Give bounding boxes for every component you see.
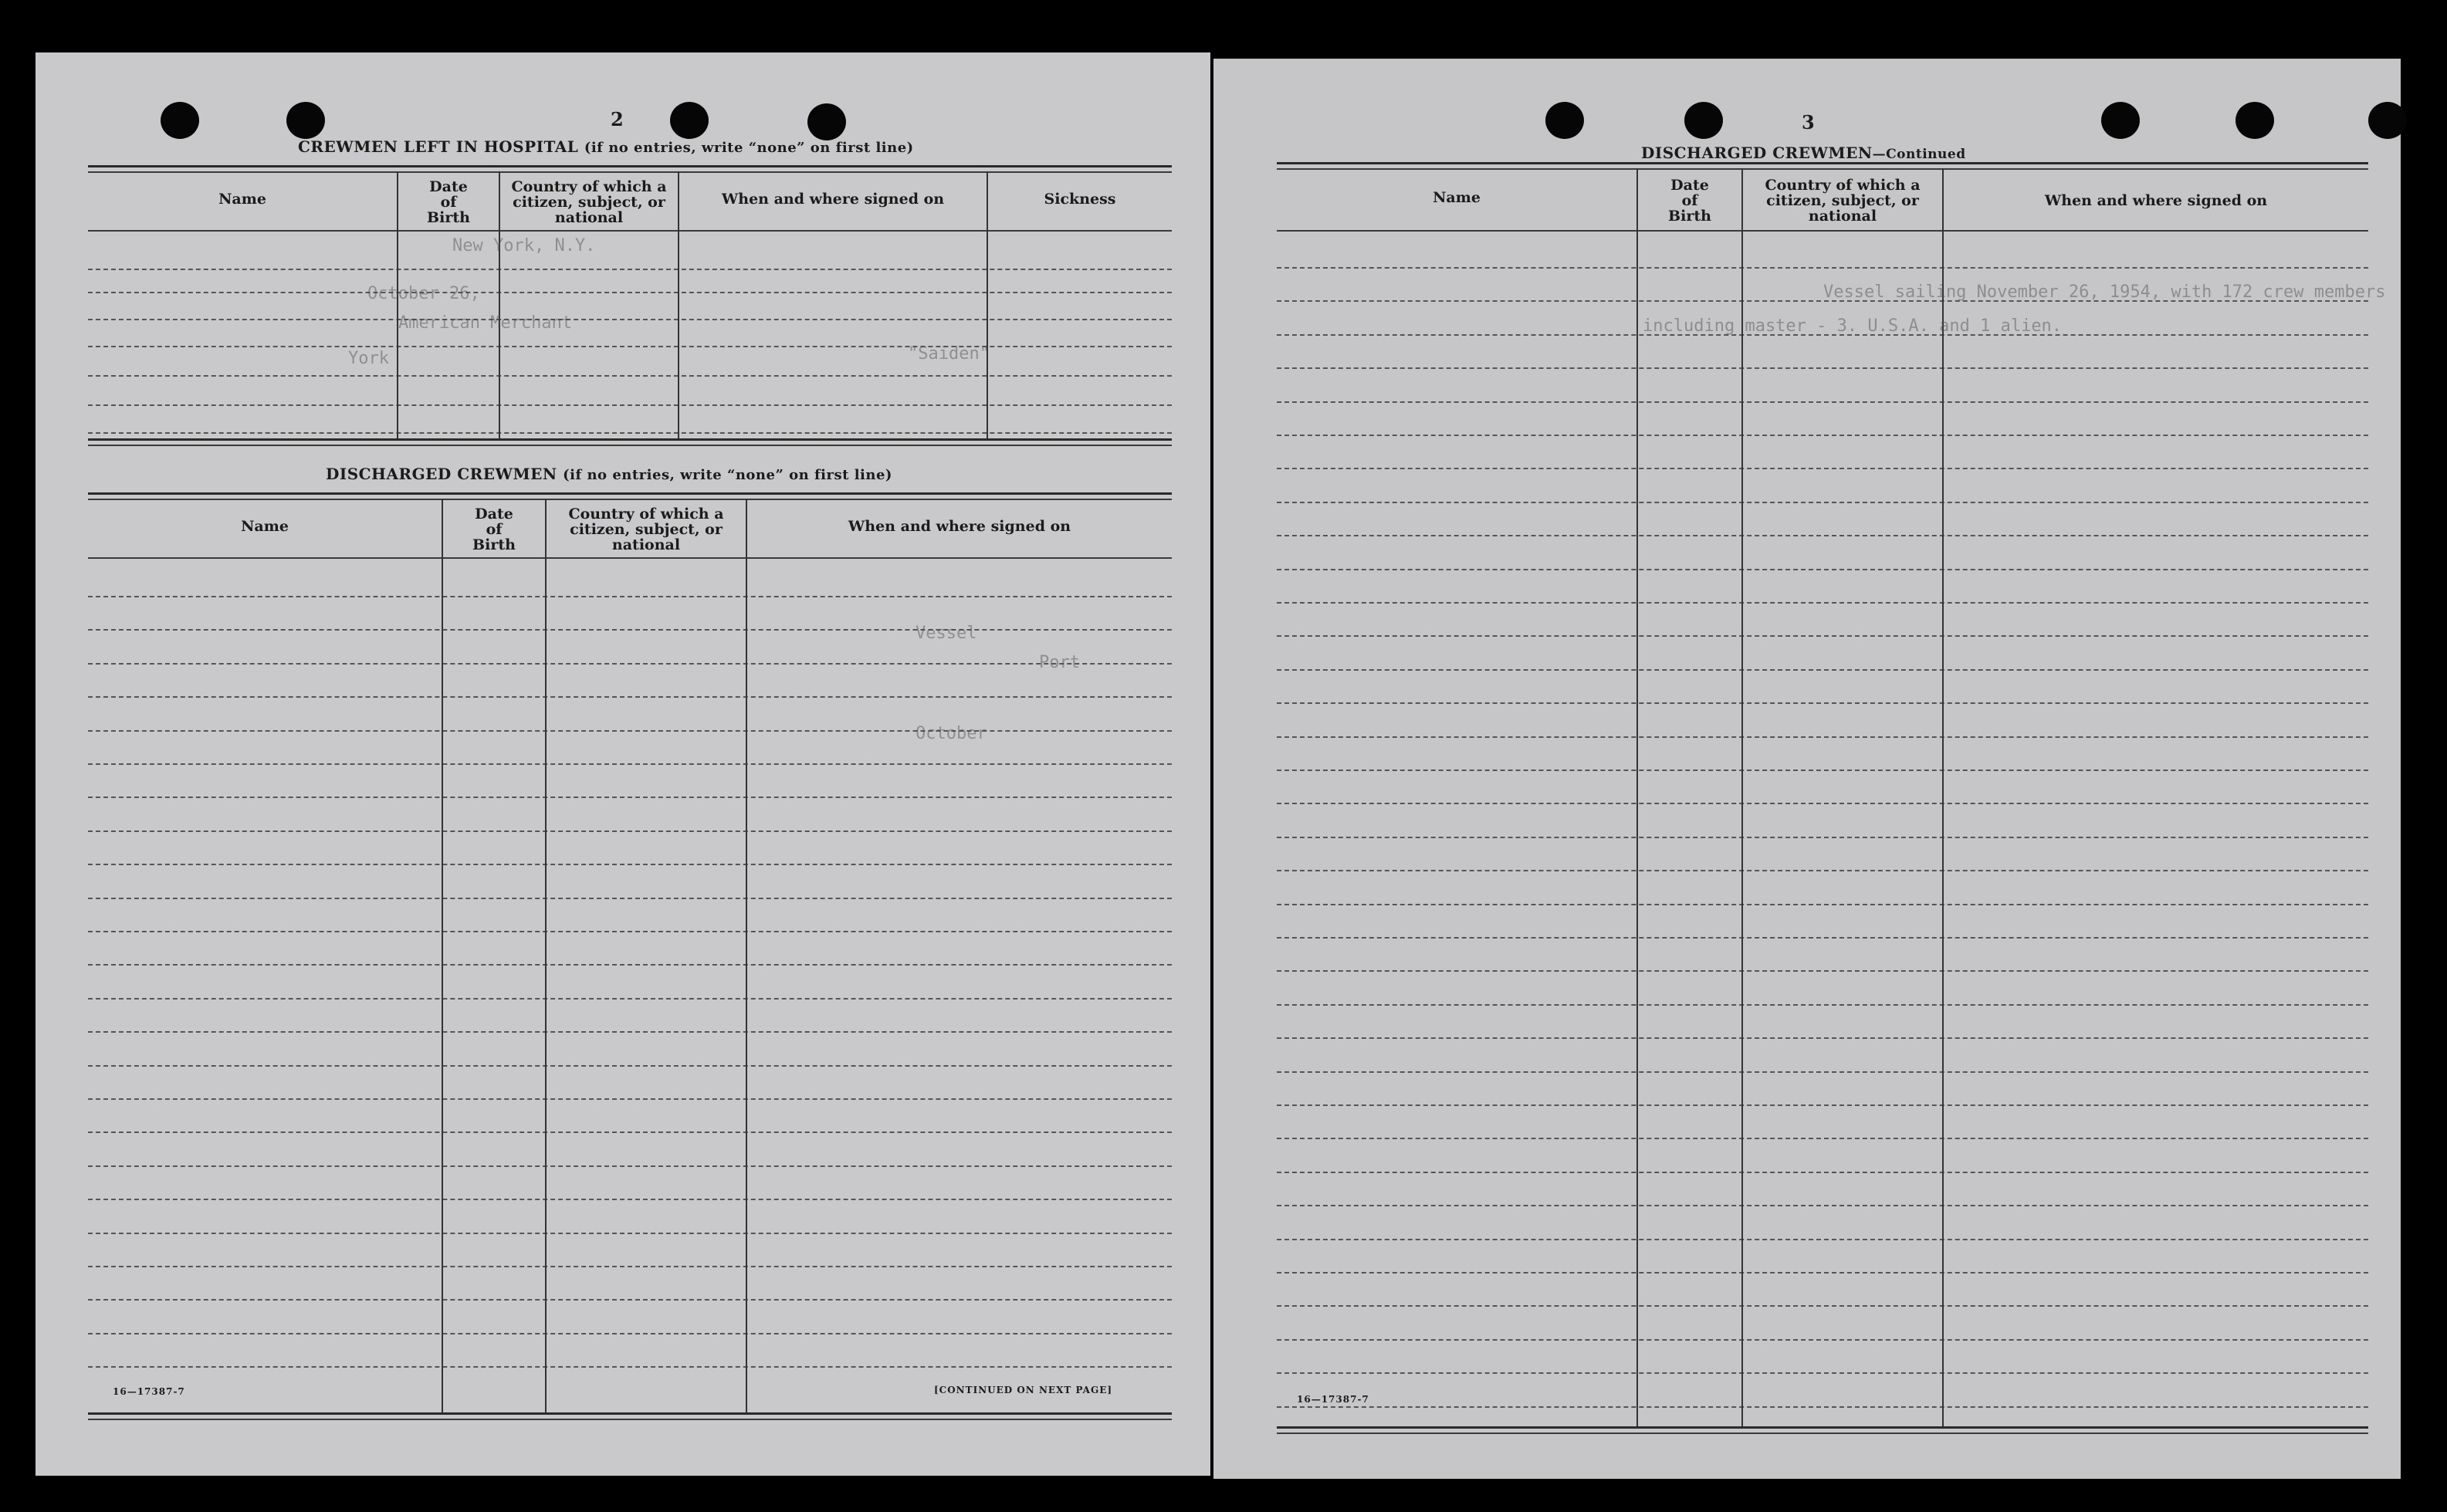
bleed-through-text: American Merchant — [398, 313, 573, 333]
column-header-date-of-birth: Date of Birth — [1668, 177, 1711, 225]
bleed-through-text: Port — [1039, 653, 1080, 672]
column-header-country: Country of which a citizen, subject, or national — [1765, 177, 1921, 225]
table-row — [88, 404, 1172, 406]
continued-note: [CONTINUED ON NEXT PAGE] — [934, 1385, 1113, 1395]
table-rule — [88, 165, 1172, 167]
column-header-country: Country of which a citizen, subject, or national — [511, 178, 667, 226]
table-row — [88, 696, 1172, 698]
table-row — [1277, 1104, 2368, 1106]
table-row — [1277, 1172, 2368, 1173]
table-row — [1277, 535, 2368, 536]
table-row — [1277, 1372, 2368, 1374]
column-header-name: Name — [1433, 189, 1481, 206]
column-header-signed-on: When and where signed on — [2044, 192, 2268, 209]
punch-hole — [807, 103, 846, 140]
table-row — [1277, 837, 2368, 838]
right-page — [1213, 59, 2401, 1479]
table-row — [1277, 870, 2368, 871]
table-row — [88, 1065, 1172, 1067]
column-divider — [1741, 168, 1743, 1426]
table-row — [88, 1165, 1172, 1167]
table-row — [1277, 569, 2368, 570]
column-header-date-of-birth: Date of Birth — [427, 178, 470, 226]
bleed-through-text: New York, N.Y. — [452, 236, 596, 255]
column-header-country: Country of which a citizen, subject, or national — [568, 506, 724, 553]
table-rule — [1277, 1433, 2368, 1434]
punch-hole — [286, 102, 325, 139]
table-row — [88, 1266, 1172, 1267]
bleed-through-text: Vessel — [916, 624, 977, 643]
column-header-signed-on: When and where signed on — [848, 518, 1071, 535]
table-row — [88, 346, 1172, 347]
table-row — [1277, 937, 2368, 939]
table-rule — [88, 1419, 1172, 1420]
table-row — [1277, 502, 2368, 503]
table-row — [1277, 1406, 2368, 1408]
table-rule — [1277, 1426, 2368, 1429]
table-row — [1277, 736, 2368, 738]
table-row — [1277, 770, 2368, 771]
table-header-rule — [1277, 230, 2368, 232]
table-row — [1277, 468, 2368, 469]
table-row — [88, 1199, 1172, 1200]
form-number: 16—17387-7 — [1297, 1394, 1369, 1405]
table-row — [1277, 1239, 2368, 1240]
table-row — [88, 292, 1172, 293]
table-row — [1277, 1004, 2368, 1006]
table-row — [1277, 1339, 2368, 1341]
punch-hole — [161, 102, 199, 139]
table-row — [1277, 1272, 2368, 1274]
table-row — [88, 1131, 1172, 1133]
bleed-through-text: October 26, — [367, 284, 480, 303]
column-header-date-of-birth: Date of Birth — [472, 506, 516, 553]
table-row — [1277, 904, 2368, 905]
table-row — [88, 1299, 1172, 1301]
table-row — [1277, 702, 2368, 704]
table-rule — [88, 492, 1172, 495]
table-row — [88, 964, 1172, 966]
punch-hole — [670, 102, 709, 139]
table-row — [1277, 970, 2368, 972]
table-row — [88, 1333, 1172, 1334]
table-row — [88, 797, 1172, 798]
table-row — [1277, 1305, 2368, 1307]
table-row — [88, 1031, 1172, 1033]
column-divider — [987, 171, 988, 438]
table-row — [88, 663, 1172, 665]
table-row — [88, 864, 1172, 865]
table-row — [88, 830, 1172, 832]
table-row — [88, 432, 1172, 434]
table-rule — [88, 171, 1172, 173]
page-number: 2 — [611, 108, 624, 130]
table-rule — [88, 438, 1172, 441]
table-row — [1277, 1138, 2368, 1139]
column-divider — [678, 171, 679, 438]
table-row — [1277, 669, 2368, 671]
punch-hole — [1545, 102, 1584, 139]
punch-hole — [2368, 102, 2407, 139]
column-divider — [442, 499, 443, 1412]
table-row — [88, 629, 1172, 631]
column-header-signed-on: When and where signed on — [721, 191, 945, 208]
table-row — [1277, 1037, 2368, 1039]
hospital-section-title: CREWMEN LEFT IN HOSPITAL (if no entries, write “none” on first line) — [298, 137, 914, 156]
table-row — [88, 375, 1172, 377]
column-divider — [746, 499, 747, 1412]
punch-hole — [2235, 102, 2274, 139]
column-header-name: Name — [218, 191, 266, 208]
table-row — [88, 1098, 1172, 1100]
bleed-through-text: including master - 3. U.S.A. and 1 alien. — [1643, 316, 2063, 336]
table-row — [1277, 602, 2368, 604]
column-header-sickness: Sickness — [1044, 191, 1116, 208]
table-row — [88, 1366, 1172, 1368]
table-rule — [88, 445, 1172, 446]
bleed-through-text: October — [916, 724, 987, 743]
table-header-rule — [88, 230, 1172, 232]
table-row — [1277, 1205, 2368, 1206]
bleed-through-text: York — [348, 349, 389, 368]
table-row — [88, 319, 1172, 320]
table-row — [1277, 635, 2368, 637]
column-header-name: Name — [241, 518, 289, 535]
page-number: 3 — [1802, 111, 1815, 134]
punch-hole — [2101, 102, 2140, 139]
column-divider — [1942, 168, 1944, 1426]
table-row — [88, 931, 1172, 932]
table-row — [1277, 367, 2368, 369]
table-row — [1277, 1071, 2368, 1073]
column-divider — [545, 499, 547, 1412]
table-rule — [88, 1412, 1172, 1415]
table-row — [1277, 803, 2368, 804]
table-row — [88, 596, 1172, 597]
table-row — [88, 730, 1172, 732]
table-rule — [88, 499, 1172, 500]
table-row — [1277, 401, 2368, 403]
table-row — [1277, 267, 2368, 269]
bleed-through-text: Vessel sailing November 26, 1954, with 172 crew members — [1823, 282, 2386, 302]
table-row — [88, 1233, 1172, 1234]
punch-hole — [1684, 102, 1723, 139]
table-header-rule — [88, 557, 1172, 559]
table-row — [88, 998, 1172, 1000]
column-divider — [1636, 168, 1638, 1426]
left-page — [36, 52, 1210, 1476]
bleed-through-text: "Saiden" — [908, 344, 990, 364]
discharged-section-title: DISCHARGED CREWMEN (if no entries, write “none” on first line) — [326, 465, 892, 483]
table-row — [88, 898, 1172, 899]
table-rule — [1277, 168, 2368, 170]
discharged-continued-title: DISCHARGED CREWMEN—Continued — [1641, 144, 1966, 162]
table-row — [1277, 435, 2368, 436]
table-row — [88, 763, 1172, 765]
table-row — [88, 269, 1172, 270]
table-rule — [1277, 162, 2368, 164]
form-number: 16—17387-7 — [113, 1386, 185, 1397]
